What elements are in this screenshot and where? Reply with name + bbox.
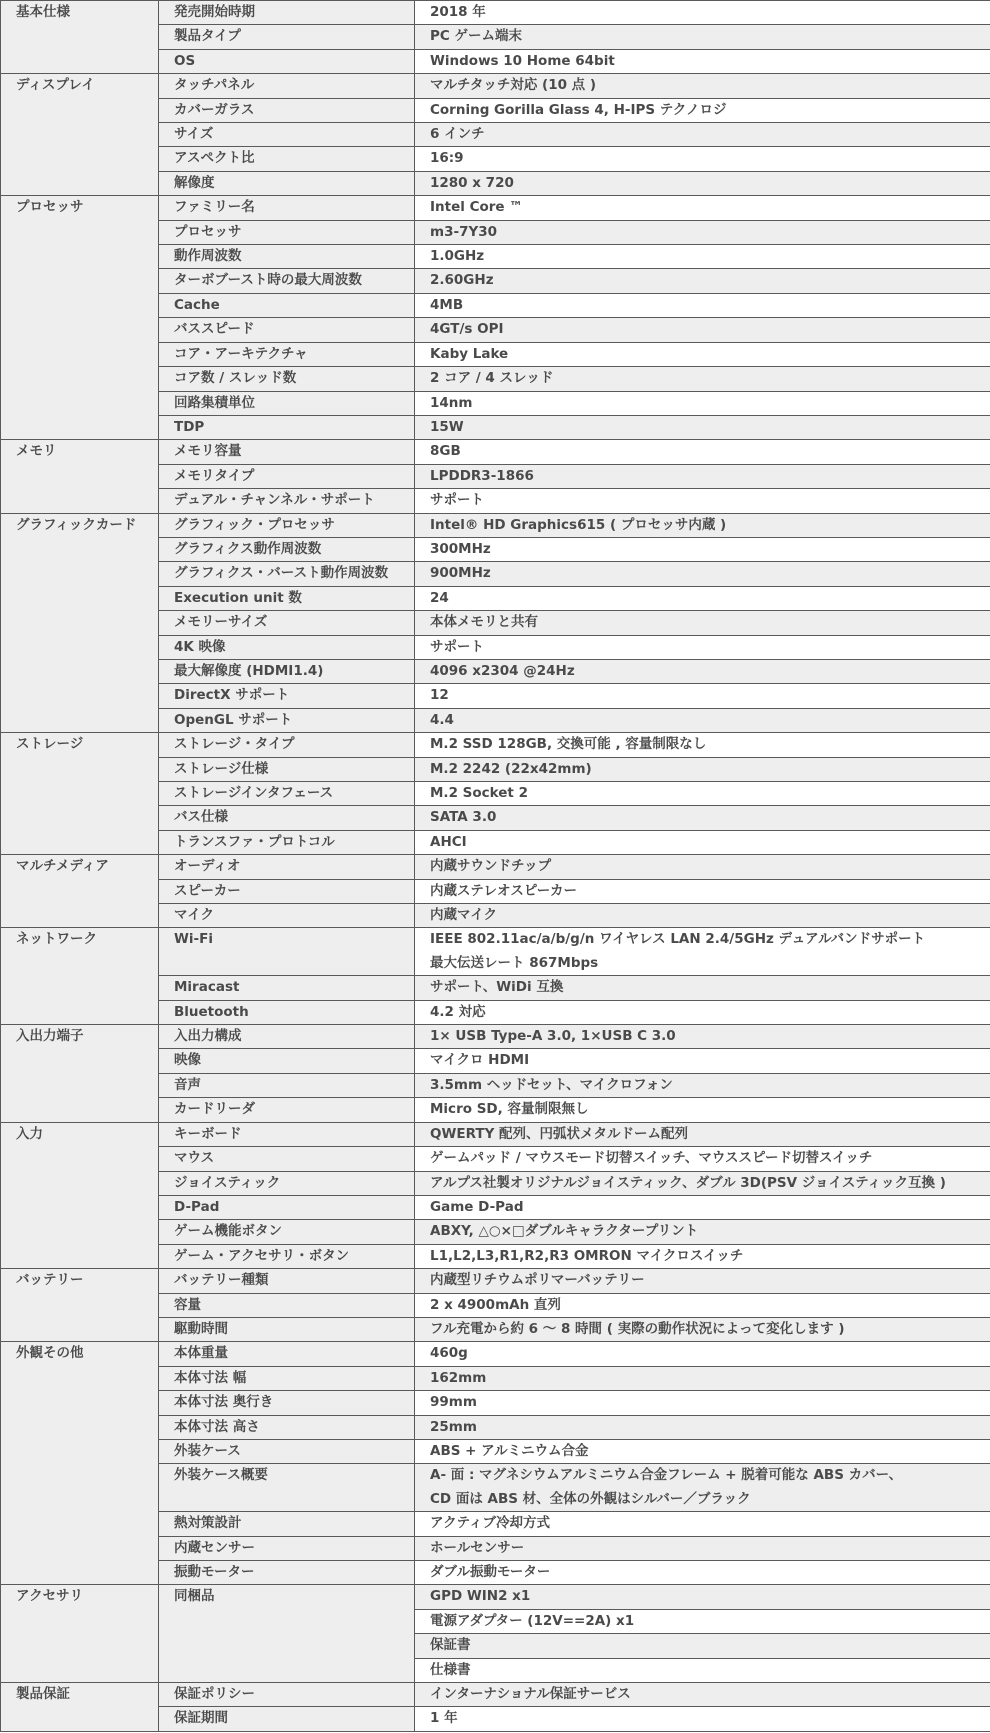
spec-table-body	[1, 1, 990, 1732]
spec-label: 発売開始時期	[159, 1, 415, 25]
spec-value	[415, 1293, 990, 1317]
spec-value-line: LPDDR3-1866	[430, 467, 534, 484]
spec-row	[1, 1342, 990, 1366]
spec-value-line: マイクロ HDMI	[430, 1052, 530, 1069]
spec-value-line: Kaby Lake	[430, 345, 509, 362]
spec-row	[1, 928, 990, 976]
spec-value	[415, 269, 990, 293]
spec-value	[415, 1707, 990, 1731]
spec-label: Cache	[159, 293, 415, 317]
spec-label: Execution unit 数	[159, 586, 415, 610]
spec-value	[415, 318, 990, 342]
category-cell: ストレージ	[1, 733, 159, 855]
spec-row	[1, 513, 990, 537]
spec-value	[415, 1342, 990, 1366]
spec-value-line: 内蔵ステレオスピーカー	[430, 882, 578, 899]
spec-value: 電源アダプター (12V==2A) x1	[415, 1609, 990, 1633]
spec-row	[1, 196, 990, 220]
spec-value-line: フル充電から約 6 ～ 8 時間 ( 実際の動作状況によって変化します )	[430, 1320, 845, 1337]
spec-value-line: 2 x 4900mAh 直列	[430, 1296, 561, 1313]
spec-label: ゲーム機能ボタン	[159, 1220, 415, 1244]
spec-value-line: 本体メモリと共有	[430, 614, 538, 631]
category-cell: マルチメディア	[1, 855, 159, 928]
spec-label: アスペクト比	[159, 147, 415, 171]
spec-value	[415, 806, 990, 830]
spec-value-line: Game D-Pad	[430, 1198, 524, 1215]
spec-row	[1, 1585, 990, 1609]
category-cell: アクセサリ	[1, 1585, 159, 1683]
spec-value	[415, 782, 990, 806]
spec-row	[1, 733, 990, 757]
spec-value	[415, 98, 990, 122]
spec-value-line: 24	[430, 589, 449, 606]
spec-label: 本体寸法 奥行き	[159, 1391, 415, 1415]
spec-label: スピーカー	[159, 879, 415, 903]
spec-value-line: IEEE 802.11ac/a/b/g/n ワイヤレス LAN 2.4/5GHz デュアルバンドサポート	[430, 931, 926, 948]
spec-value-line: サポート	[430, 638, 484, 655]
spec-value-line: Micro SD, 容量制限無し	[430, 1101, 589, 1118]
spec-label: グラフィクス動作周波数	[159, 537, 415, 561]
spec-row	[1, 1, 990, 25]
spec-label: Wi-Fi	[159, 928, 415, 976]
spec-label: 本体重量	[159, 1342, 415, 1366]
spec-label: 保証ポリシー	[159, 1683, 415, 1707]
spec-value	[415, 1561, 990, 1585]
spec-label: メモリ容量	[159, 440, 415, 464]
spec-value-line: 4.4	[430, 711, 454, 728]
spec-label: グラフィック・プロセッサ	[159, 513, 415, 537]
spec-value-line: Corning Gorilla Glass 4, H-IPS テクノロジ	[430, 101, 727, 118]
spec-value	[415, 1000, 990, 1024]
spec-value	[415, 245, 990, 269]
spec-value-line: 2018 年	[430, 4, 486, 20]
spec-label: メモリタイプ	[159, 464, 415, 488]
spec-value-line: 12	[430, 687, 449, 704]
spec-value-line: SATA 3.0	[430, 809, 497, 826]
spec-value	[415, 1317, 990, 1341]
spec-label: 容量	[159, 1293, 415, 1317]
spec-label: TDP	[159, 415, 415, 439]
spec-value-line: 4096 x2304 @24Hz	[430, 662, 575, 679]
spec-value-line: 2.60GHz	[430, 272, 494, 289]
spec-value	[415, 855, 990, 879]
spec-value-line: 460g	[430, 1345, 468, 1362]
spec-label: 振動モーター	[159, 1561, 415, 1585]
spec-value-line: Windows 10 Home 64bit	[430, 52, 615, 69]
category-cell: ディスプレイ	[1, 74, 159, 196]
spec-value	[415, 1512, 990, 1536]
spec-label: カバーガラス	[159, 98, 415, 122]
spec-value	[415, 440, 990, 464]
spec-value-line: Intel® HD Graphics615 ( プロセッサ内蔵 )	[430, 516, 727, 533]
spec-value-line: 900MHz	[430, 565, 491, 582]
spec-value-line: 25mm	[430, 1418, 477, 1435]
spec-value	[415, 757, 990, 781]
spec-label: 最大解像度 (HDMI1.4)	[159, 659, 415, 683]
spec-value	[415, 928, 990, 976]
spec-value-line: M.2 2242 (22x42mm)	[430, 760, 592, 777]
spec-value-line: QWERTY 配列、円弧状メタルドーム配列	[430, 1125, 689, 1142]
spec-label: コア・アーキテクチャ	[159, 342, 415, 366]
spec-value-line: 1.0GHz	[430, 248, 485, 265]
category-cell: メモリ	[1, 440, 159, 513]
spec-value	[415, 464, 990, 488]
spec-value	[415, 1122, 990, 1146]
spec-value	[415, 904, 990, 928]
spec-value-line: サポート	[430, 492, 484, 509]
spec-value	[415, 367, 990, 391]
category-cell: グラフィックカード	[1, 513, 159, 733]
spec-value	[415, 1195, 990, 1219]
spec-value-line: 4.2 対応	[430, 1003, 486, 1020]
spec-value-line: M.2 SSD 128GB, 交換可能 , 容量制限なし	[430, 736, 707, 753]
spec-label: 映像	[159, 1049, 415, 1073]
spec-label: ゲーム・アクセサリ・ボタン	[159, 1244, 415, 1268]
spec-value-line: M.2 Socket 2	[430, 785, 528, 801]
spec-value	[415, 976, 990, 1000]
spec-value	[415, 708, 990, 732]
spec-value-line: CD 面は ABS 材、全体の外観はシルバー／ブラック	[430, 1490, 751, 1507]
spec-value	[415, 1269, 990, 1293]
category-cell: ネットワーク	[1, 928, 159, 1025]
spec-label: Miracast	[159, 976, 415, 1000]
spec-value	[415, 1244, 990, 1268]
spec-value-line: L1,L2,L3,R1,R2,R3 OMRON マイクロスイッチ	[430, 1247, 744, 1264]
spec-value	[415, 1098, 990, 1122]
spec-value-line: PC ゲーム端末	[430, 28, 523, 45]
spec-value-line: アルプス社製オリジナルジョイスティック、ダブル 3D(PSV ジョイスティック互換 )	[430, 1174, 946, 1191]
spec-row	[1, 74, 990, 98]
spec-value-line: 8GB	[430, 443, 461, 460]
spec-value	[415, 293, 990, 317]
category-cell: 基本仕様	[1, 1, 159, 74]
spec-label: キーボード	[159, 1122, 415, 1146]
spec-value	[415, 25, 990, 49]
spec-value	[415, 1025, 990, 1049]
spec-row	[1, 1269, 990, 1293]
spec-value	[415, 635, 990, 659]
spec-label: DirectX サポート	[159, 684, 415, 708]
spec-value	[415, 733, 990, 757]
spec-value	[415, 537, 990, 561]
spec-value	[415, 123, 990, 147]
spec-value	[415, 391, 990, 415]
spec-label: ストレージインタフェース	[159, 782, 415, 806]
spec-value	[415, 1073, 990, 1097]
spec-label: ストレージ・タイプ	[159, 733, 415, 757]
spec-value-line: 1280 x 720	[430, 174, 514, 191]
spec-label: トランスファ・プロトコル	[159, 830, 415, 854]
spec-value	[415, 1536, 990, 1560]
spec-value-line: ダブル振動モーター	[430, 1564, 551, 1580]
spec-label: バッテリー種類	[159, 1269, 415, 1293]
spec-row	[1, 1683, 990, 1707]
spec-label: マイク	[159, 904, 415, 928]
spec-value	[415, 1683, 990, 1707]
spec-value-line: アクティブ冷却方式	[430, 1515, 551, 1532]
spec-label: サイズ	[159, 123, 415, 147]
spec-value-line: A- 面 : マグネシウムアルミニウム合金フレーム + 脱着可能な ABS カバー、	[430, 1467, 903, 1484]
spec-value	[415, 1, 990, 25]
spec-label: カードリーダ	[159, 1098, 415, 1122]
spec-value	[415, 196, 990, 220]
category-cell: 入力	[1, 1122, 159, 1268]
spec-value-line: 1 年	[430, 1710, 458, 1727]
spec-label: バススピード	[159, 318, 415, 342]
spec-value-line: 99mm	[430, 1394, 477, 1411]
spec-value-line: ABXY, △○×□ダブルキャラクタープリント	[430, 1223, 699, 1240]
spec-value-line: インターナショナル保証サービス	[430, 1686, 631, 1703]
spec-value-line: 4GT/s OPI	[430, 321, 504, 338]
spec-label: プロセッサ	[159, 220, 415, 244]
spec-value-line: m3-7Y30	[430, 223, 498, 240]
spec-value	[415, 1171, 990, 1195]
spec-label: 同梱品	[159, 1585, 415, 1683]
spec-label: 熱対策設計	[159, 1512, 415, 1536]
spec-value	[415, 830, 990, 854]
category-cell: バッテリー	[1, 1269, 159, 1342]
spec-value	[415, 415, 990, 439]
spec-value	[415, 879, 990, 903]
spec-value-line: 1× USB Type-A 3.0, 1×USB C 3.0	[430, 1028, 676, 1045]
spec-value-line: Intel Core ™	[430, 199, 523, 216]
spec-value-line: 300MHz	[430, 540, 491, 557]
spec-label: 音声	[159, 1073, 415, 1097]
spec-value	[415, 74, 990, 98]
spec-value-line: GPD WIN2 x1	[430, 1588, 531, 1605]
spec-value	[415, 220, 990, 244]
spec-value	[415, 147, 990, 171]
spec-value	[415, 611, 990, 635]
spec-label: グラフィクス・バースト動作周波数	[159, 562, 415, 586]
spec-label: オーディオ	[159, 855, 415, 879]
spec-value	[415, 49, 990, 73]
spec-row	[1, 1122, 990, 1146]
spec-label: OS	[159, 49, 415, 73]
spec-value-line: サポート、WiDi 互換	[430, 979, 564, 996]
spec-value	[415, 1049, 990, 1073]
category-cell: プロセッサ	[1, 196, 159, 440]
spec-value-line: 2 コア / 4 スレッド	[430, 370, 554, 387]
spec-value	[415, 586, 990, 610]
spec-label: ターボブースト時の最大周波数	[159, 269, 415, 293]
spec-value	[415, 1464, 990, 1512]
spec-label: Bluetooth	[159, 1000, 415, 1024]
spec-value-line: 内蔵マイク	[430, 907, 497, 924]
spec-value-line: 14nm	[430, 394, 473, 411]
spec-label: 動作周波数	[159, 245, 415, 269]
spec-row	[1, 855, 990, 879]
spec-value	[415, 171, 990, 195]
spec-label: タッチパネル	[159, 74, 415, 98]
spec-row	[1, 1025, 990, 1049]
spec-value	[415, 1391, 990, 1415]
spec-value-line: 最大伝送レート 867Mbps	[430, 954, 599, 971]
spec-label: 保証期間	[159, 1707, 415, 1731]
spec-label: 駆動時間	[159, 1317, 415, 1341]
spec-value	[415, 1147, 990, 1171]
spec-value-line: 6 インチ	[430, 126, 485, 143]
spec-value-line: 15W	[430, 418, 464, 435]
spec-label: 本体寸法 高さ	[159, 1415, 415, 1439]
spec-label: 解像度	[159, 171, 415, 195]
spec-label: メモリーサイズ	[159, 611, 415, 635]
spec-label: 入出力構成	[159, 1025, 415, 1049]
spec-label: 製品タイプ	[159, 25, 415, 49]
spec-value-line: マルチタッチ対応 (10 点 )	[430, 77, 597, 94]
spec-label: ジョイスティック	[159, 1171, 415, 1195]
spec-label: OpenGL サポート	[159, 708, 415, 732]
spec-value-line: 内蔵型リチウムポリマーバッテリー	[430, 1272, 645, 1289]
spec-label: デュアル・チャンネル・サポート	[159, 489, 415, 513]
category-cell: 製品保証	[1, 1683, 159, 1732]
spec-label: コア数 / スレッド数	[159, 367, 415, 391]
spec-value	[415, 489, 990, 513]
spec-value-line: AHCI	[430, 833, 467, 850]
spec-label: 本体寸法 幅	[159, 1366, 415, 1390]
spec-label: ファミリー名	[159, 196, 415, 220]
category-cell: 入出力端子	[1, 1025, 159, 1123]
spec-value	[415, 684, 990, 708]
spec-label: 回路集積単位	[159, 391, 415, 415]
spec-value	[415, 1439, 990, 1463]
spec-label: バス仕様	[159, 806, 415, 830]
spec-value-line: 内蔵サウンドチップ	[430, 858, 552, 875]
spec-value	[415, 1366, 990, 1390]
spec-label: ストレージ仕様	[159, 757, 415, 781]
spec-value-line: 16:9	[430, 150, 464, 167]
spec-value	[415, 1585, 990, 1609]
spec-value-line: ホールセンサー	[430, 1539, 525, 1556]
spec-label: D-Pad	[159, 1195, 415, 1219]
spec-value-line: 4MB	[430, 296, 464, 313]
spec-label: 外装ケース	[159, 1439, 415, 1463]
spec-value	[415, 1415, 990, 1439]
spec-value: 保証書	[415, 1634, 990, 1658]
spec-value	[415, 342, 990, 366]
spec-label: 外装ケース概要	[159, 1464, 415, 1512]
spec-value: 仕様書	[415, 1658, 990, 1682]
spec-value	[415, 562, 990, 586]
spec-value	[415, 513, 990, 537]
spec-value	[415, 1220, 990, 1244]
spec-value-line: ABS + アルミニウム合金	[430, 1442, 589, 1459]
spec-value	[415, 659, 990, 683]
spec-row	[1, 440, 990, 464]
category-cell: 外観その他	[1, 1342, 159, 1585]
spec-value-line: ゲームパッド / マウスモード切替スイッチ、マウススピード切替スイッチ	[430, 1150, 873, 1167]
spec-value-line: 3.5mm ヘッドセット、マイクロフォン	[430, 1076, 673, 1093]
spec-label: マウス	[159, 1147, 415, 1171]
spec-value-line: 162mm	[430, 1369, 487, 1386]
spec-label: 4K 映像	[159, 635, 415, 659]
spec-label: 内蔵センサー	[159, 1536, 415, 1560]
